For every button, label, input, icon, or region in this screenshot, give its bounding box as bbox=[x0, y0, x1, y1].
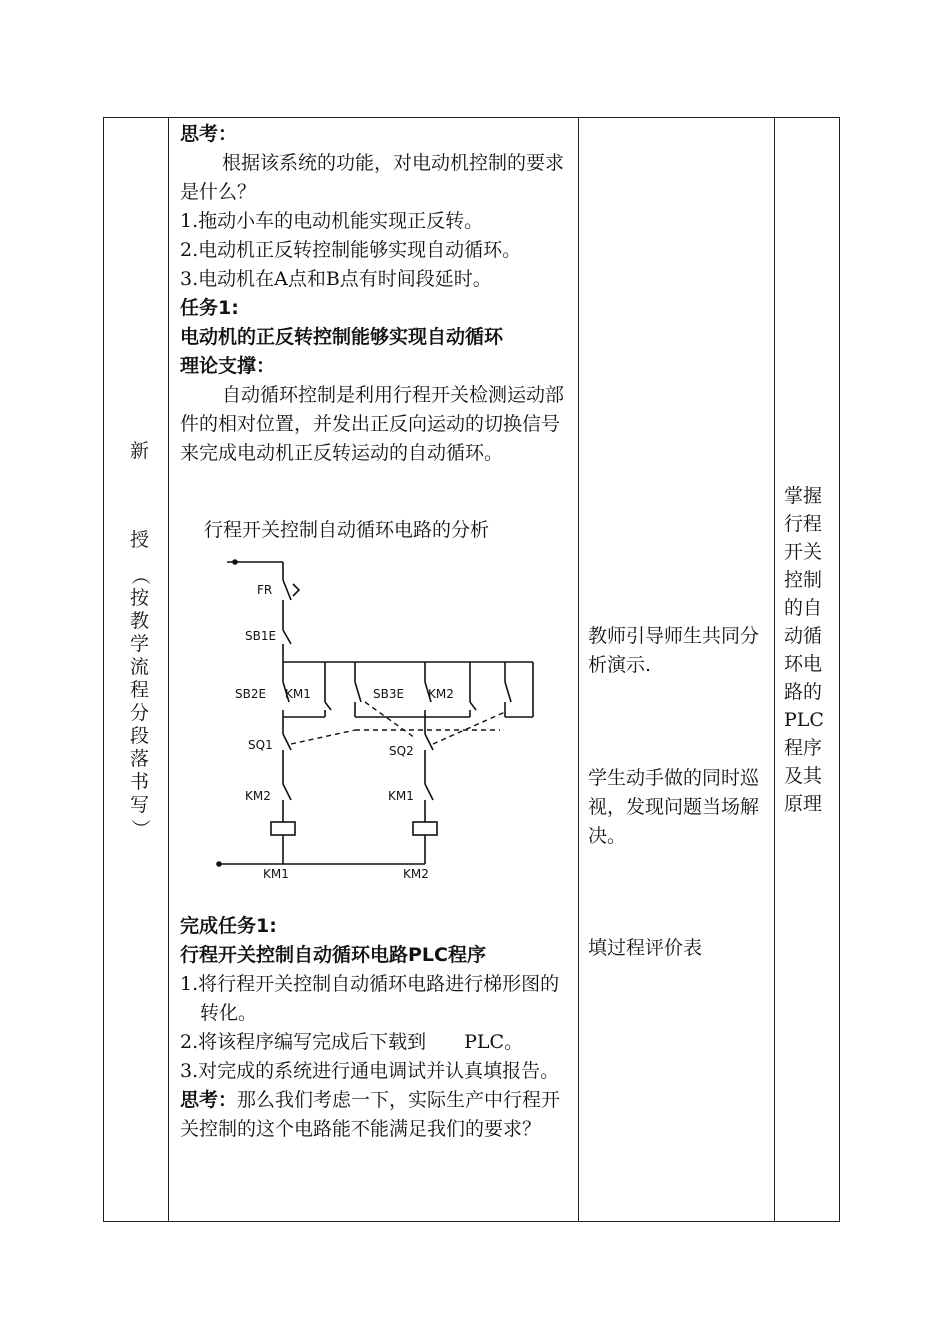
column-divider bbox=[774, 117, 775, 1222]
label-km1-contact: KM1 bbox=[285, 687, 311, 701]
patrol-text: 学生动手做的同时巡视，发现问题当场解决。 bbox=[588, 767, 760, 847]
theory-body: 自动循环控制是利用行程开关检测运动部件的相对位置，并发出正反向运动的切换信号来完成电动机正反转运动的自动循环。 bbox=[180, 384, 565, 464]
task1-subtitle: 电动机的正反转控制能够实现自动循环 bbox=[180, 326, 504, 348]
requirement-3: 3.电动机在A点和B点有时间段延时。 bbox=[180, 268, 492, 290]
guide-text: 教师引导师生共同分析演示. bbox=[588, 625, 760, 676]
stage-note: （ 按 教 学 流 程 分 段 落 书 写 ） bbox=[129, 565, 151, 838]
evaluation-text: 填过程评价表 bbox=[588, 937, 703, 959]
think2-title: 思考： bbox=[180, 1089, 238, 1111]
complete-title: 完成任务1: bbox=[180, 915, 277, 937]
label-sb1: SB1E bbox=[245, 629, 277, 643]
requirement-1: 1.拖动小车的电动机能实现正反转。 bbox=[180, 210, 484, 232]
label-km1-coil: KM1 bbox=[263, 867, 289, 881]
label-km2-interlock: KM2 bbox=[245, 789, 271, 803]
objective-text: 掌握行程开关控制的自动循环电路的PLC程序及其原理 bbox=[784, 485, 824, 815]
step-3: 3.对完成的系统进行通电调试并认真填报告。 bbox=[180, 1060, 560, 1082]
step-1: 1.将行程开关控制自动循环电路进行梯形图的转化。 bbox=[180, 973, 560, 1024]
complete-subtitle: 行程开关控制自动循环电路PLC程序 bbox=[180, 944, 486, 966]
label-km2-coil: KM2 bbox=[403, 867, 429, 881]
label-km1-interlock: KM1 bbox=[388, 789, 414, 803]
think1-body: 根据该系统的功能，对电动机控制的要求是什么？ bbox=[180, 152, 565, 203]
label-fr: FR bbox=[257, 583, 273, 597]
think2-body: 那么我们考虑一下，实际生产中行程开关控制的这个电路能不能满足我们的要求？ bbox=[180, 1089, 561, 1140]
content-column bbox=[180, 120, 575, 468]
task1-title: 任务1: bbox=[180, 297, 239, 319]
patrol-note bbox=[588, 764, 770, 851]
content-column-lower bbox=[180, 912, 575, 1144]
stage-char-2: 授 bbox=[129, 529, 149, 551]
step-2: 2.将该程序编写完成后下载到 PLC。 bbox=[180, 1031, 524, 1053]
label-sb2: SB2E bbox=[235, 687, 267, 701]
label-sb3: SB3E bbox=[373, 687, 405, 701]
diagram-caption: 行程开关控制自动循环电路的分析 bbox=[204, 519, 490, 541]
label-sq2: SQ2 bbox=[389, 744, 414, 758]
stage-column bbox=[112, 440, 167, 840]
evaluation-note bbox=[588, 934, 770, 963]
column-divider bbox=[168, 117, 169, 1222]
label-sq1: SQ1 bbox=[248, 738, 273, 752]
requirement-2: 2.电动机正反转控制能够实现自动循环。 bbox=[180, 239, 522, 261]
theory-title: 理论支撑： bbox=[180, 355, 276, 377]
stage-char-1: 新 bbox=[129, 440, 149, 462]
teacher-guide bbox=[588, 622, 770, 680]
objective-column bbox=[784, 482, 832, 818]
think1-title: 思考： bbox=[180, 123, 238, 145]
circuit-diagram bbox=[205, 552, 535, 887]
label-km2-contact: KM2 bbox=[428, 687, 454, 701]
column-divider bbox=[578, 117, 579, 1222]
